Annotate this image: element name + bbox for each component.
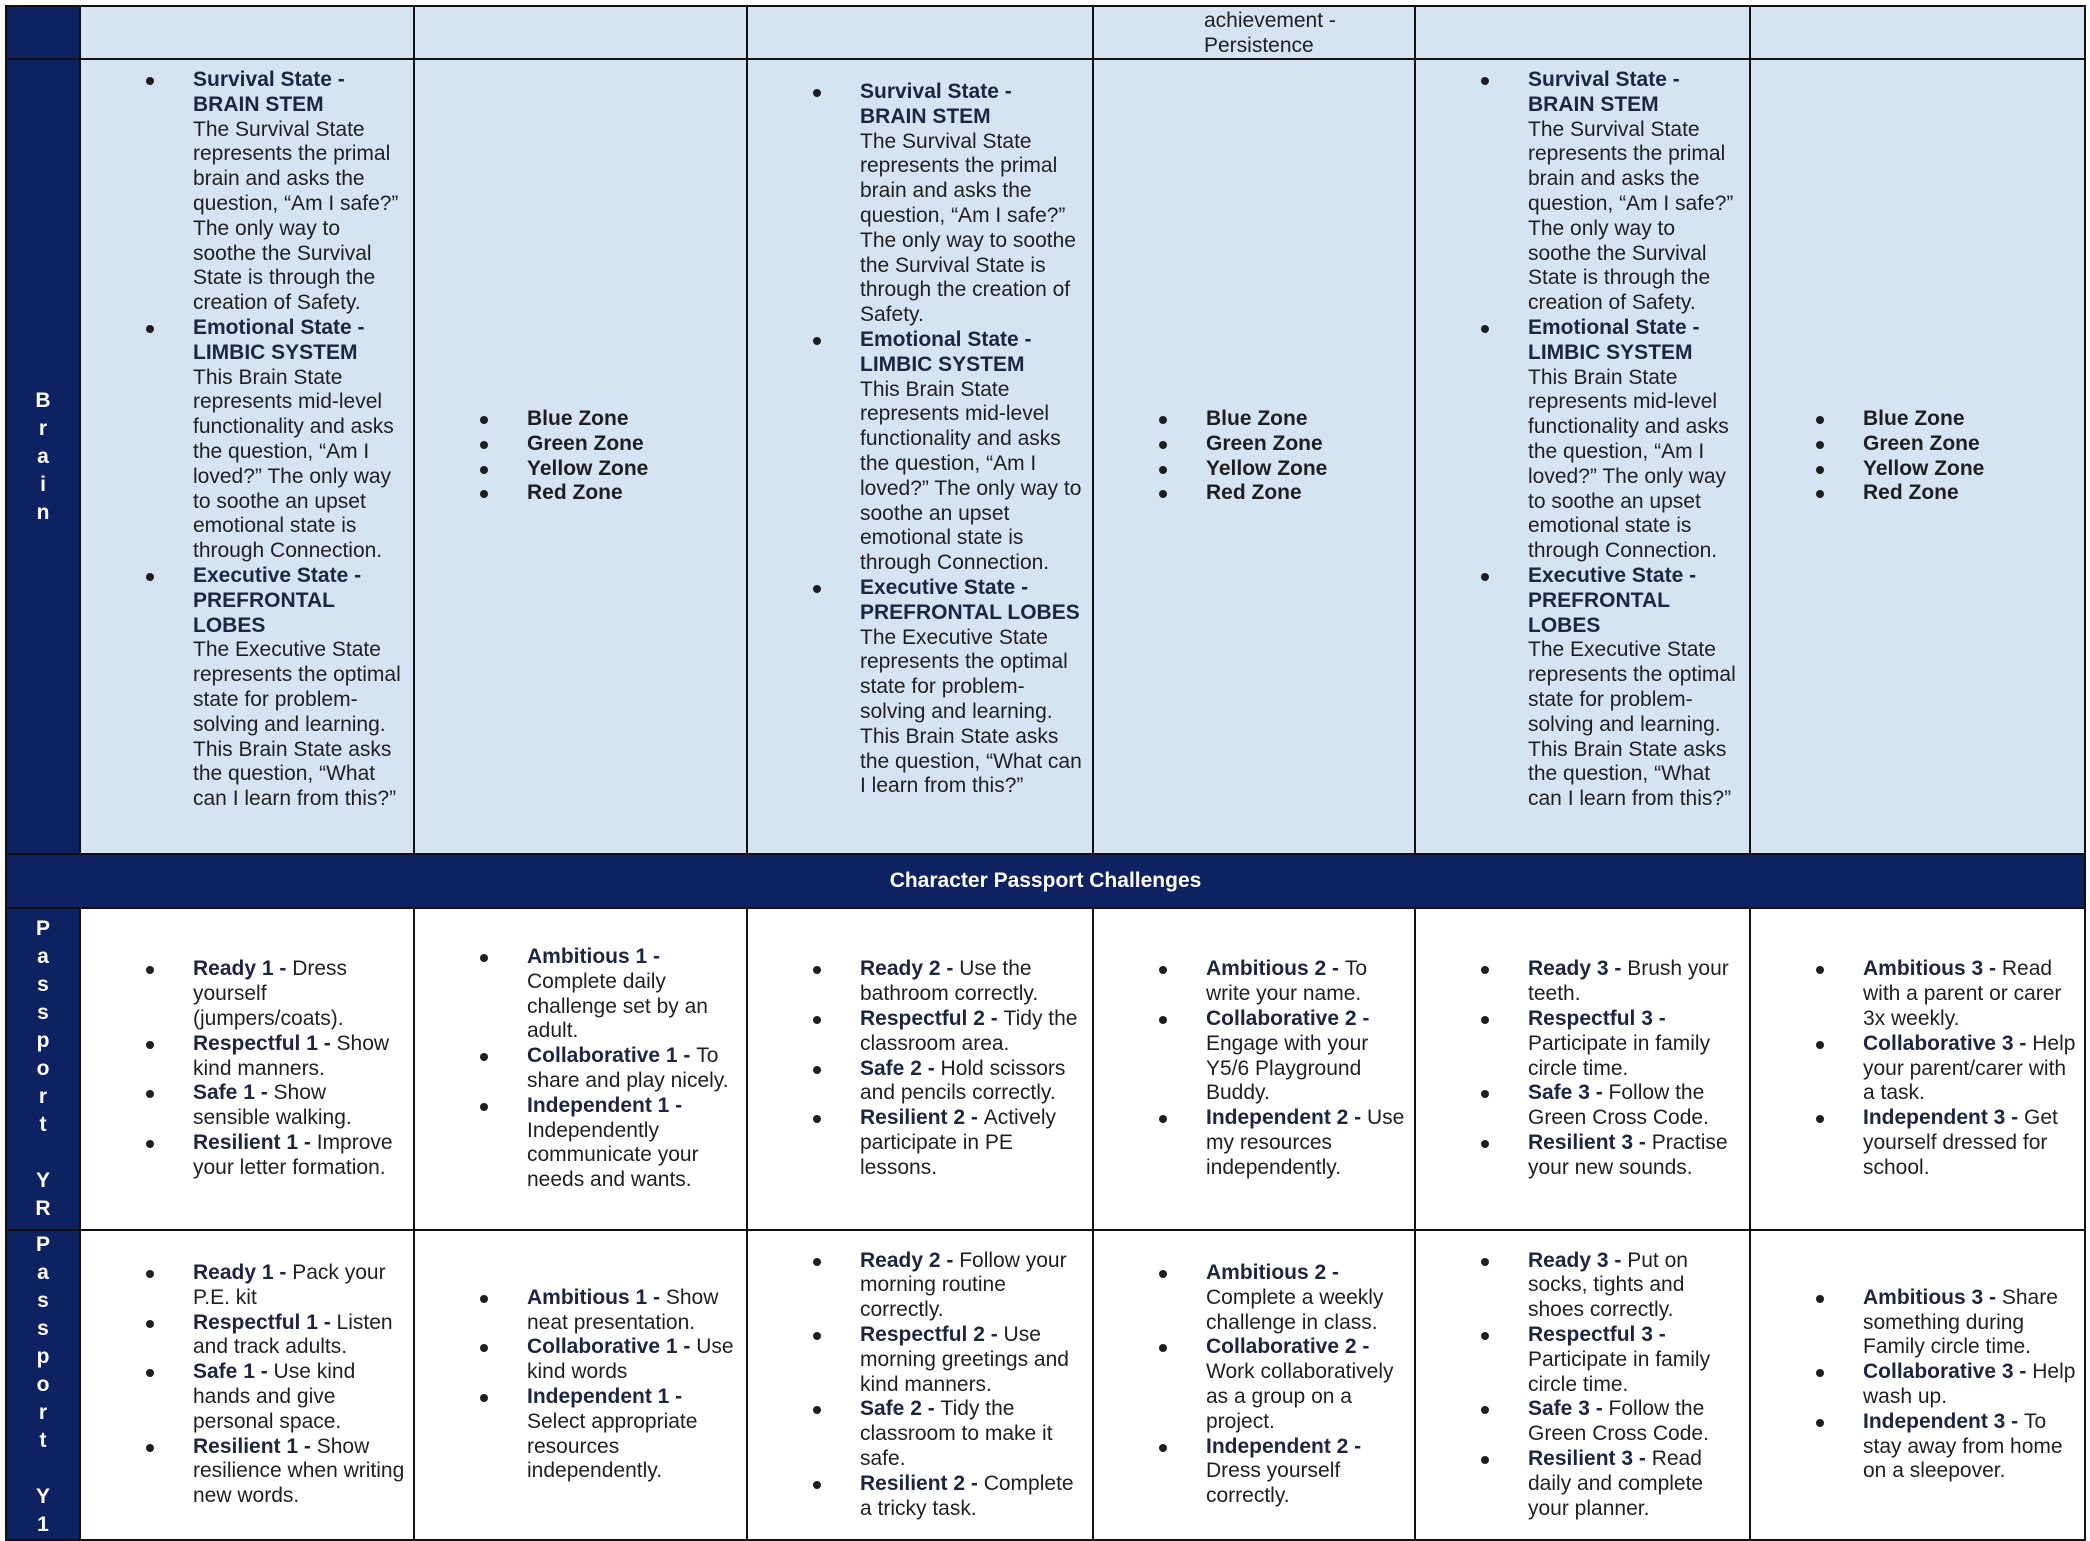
challenge-text: Show sensible walking. — [193, 1081, 352, 1130]
zone-item: Yellow Zone — [527, 457, 740, 482]
challenge-label: Safe 3 - — [1528, 1081, 1609, 1105]
brain-state-item — [860, 80, 1086, 328]
brain-state-title: Executive State - — [860, 575, 1029, 599]
challenge-item — [1206, 1261, 1408, 1335]
challenge-text: Put on socks, tights and shoes correctly. — [1528, 1248, 1688, 1322]
brain-state-subtitle: PREFRONTAL LOBES — [860, 600, 1080, 624]
challenge-text: Show kind manners. — [193, 1031, 390, 1080]
challenge-text: Help your parent/carer with a task. — [1863, 1031, 2076, 1105]
challenge-item — [1528, 1323, 1743, 1397]
top-cell-3 — [747, 6, 1093, 59]
challenge-text: Practise your new sounds. — [1528, 1130, 1728, 1179]
brain-state-title: Executive State - — [193, 563, 362, 587]
challenge-list — [1751, 1286, 2084, 1484]
challenge-label: Resilient 2 - — [860, 1106, 984, 1130]
brain-state-item — [1528, 68, 1743, 316]
challenge-item — [527, 1335, 740, 1385]
challenge-text: Read daily and complete your planner. — [1528, 1446, 1704, 1520]
brain-state-description: This Brain State represents mid-level functionality and asks the question, “Am I loved?” The only way to soothe an upset emotional state is through Connection. — [1528, 365, 1729, 563]
brain-state-item — [1528, 564, 1743, 812]
challenge-label: Collaborative 1 - — [527, 1044, 697, 1068]
challenge-item — [193, 957, 407, 1031]
brain-state-subtitle: LIMBIC SYSTEM — [860, 352, 1025, 376]
challenge-list — [1094, 957, 1414, 1180]
top-row — [6, 6, 2085, 59]
brain-state-description: The Survival State represents the primal brain and asks the question, “Am I safe?” The only way to soothe the Survival State is through the creation of Safety. — [860, 129, 1076, 327]
brain-states-cell-1 — [80, 59, 414, 854]
passport-yr-col5 — [1415, 908, 1750, 1230]
challenge-label: Respectful 3 - — [1528, 1323, 1672, 1346]
challenge-label: Collaborative 2 - — [1206, 1335, 1376, 1359]
zones-list — [1094, 407, 1414, 506]
passport-y1-col2 — [414, 1230, 747, 1540]
challenge-label: Independent 1 - — [527, 1385, 689, 1408]
challenge-item — [527, 1385, 740, 1484]
challenge-list — [415, 1286, 746, 1484]
challenge-text: Read with a parent or carer 3x weekly. — [1863, 957, 2062, 1030]
brain-state-item — [860, 576, 1086, 799]
challenge-item — [527, 945, 740, 1044]
zone-item: Green Zone — [1863, 432, 2078, 457]
brain-states-cell-3 — [1415, 59, 1750, 854]
brain-row — [6, 59, 2085, 854]
brain-row-label: B r a i n — [6, 59, 80, 854]
top-cell-4 — [1093, 6, 1415, 59]
brain-states-cell-2 — [747, 59, 1093, 854]
zone-item: Yellow Zone — [1206, 457, 1408, 482]
challenge-text: Select appropriate resources independently. — [527, 1409, 698, 1483]
challenge-text: Use the bathroom correctly. — [860, 957, 1039, 1006]
challenge-label: Ambitious 3 - — [1863, 1285, 2002, 1309]
challenge-label: Independent 3 - — [1863, 1409, 2025, 1433]
challenge-item — [1528, 1007, 1743, 1081]
zone-item: Blue Zone — [1206, 407, 1408, 432]
challenge-text: Engage with your Y5/6 Playground Buddy. — [1206, 1031, 1369, 1105]
brain-state-title: Emotional State - — [860, 327, 1032, 351]
top-cell-5 — [1415, 6, 1750, 59]
brain-states-list — [1416, 68, 1749, 812]
brain-zones-cell-1 — [414, 59, 747, 854]
challenge-text: Improve your letter formation. — [193, 1130, 393, 1179]
zone-item: Green Zone — [527, 432, 740, 457]
challenge-text: Use my resources independently. — [1206, 1106, 1405, 1179]
challenge-text: Follow the Green Cross Code. — [1528, 1081, 1709, 1130]
challenge-item — [193, 1032, 407, 1082]
brain-zones-cell-2 — [1093, 59, 1415, 854]
challenge-text: Participate in family circle time. — [1528, 1347, 1711, 1396]
brain-states-list — [748, 80, 1092, 799]
challenge-list — [81, 957, 413, 1180]
challenge-item — [193, 1261, 407, 1311]
challenge-label: Ambitious 1 - — [527, 1285, 666, 1309]
brain-state-description: The Executive State represents the optimal state for problem-solving and learning. This Brain State asks the question, “What can I learn from this?” — [860, 625, 1082, 798]
challenge-label: Safe 1 - — [193, 1360, 274, 1384]
challenge-label: Independent 1 - — [527, 1093, 689, 1117]
challenge-text: Show neat presentation. — [527, 1285, 719, 1334]
brain-zones-cell-3 — [1750, 59, 2085, 854]
brain-state-item — [193, 564, 407, 812]
challenge-text: Use morning greetings and kind manners. — [860, 1323, 1069, 1396]
challenge-list — [1416, 957, 1749, 1180]
challenge-text: Dress yourself (jumpers/coats). — [193, 957, 348, 1030]
challenge-item — [1863, 1106, 2078, 1180]
passport-y1-col1 — [80, 1230, 414, 1540]
brain-state-subtitle: PREFRONTAL LOBES — [1528, 588, 1670, 637]
curriculum-table — [5, 5, 2086, 1541]
challenge-label: Ambitious 2 - — [1206, 1261, 1345, 1285]
brain-state-subtitle: BRAIN STEM — [1528, 92, 1659, 116]
challenge-item — [193, 1131, 407, 1181]
challenge-item — [1528, 1131, 1743, 1181]
challenge-text: Hold scissors and pencils correctly. — [860, 1056, 1066, 1105]
challenge-item — [1528, 1249, 1743, 1323]
banner-row — [6, 854, 2085, 908]
zone-item: Blue Zone — [1863, 407, 2078, 432]
challenge-text: Actively participate in PE lessons. — [860, 1106, 1057, 1179]
challenge-text: Use kind hands and give personal space. — [193, 1360, 356, 1433]
challenge-item — [193, 1081, 407, 1131]
challenge-item — [527, 1094, 740, 1193]
passport-yr-row — [6, 908, 2085, 1230]
challenge-item — [860, 1323, 1086, 1397]
challenge-list — [748, 957, 1092, 1180]
challenge-label: Resilient 3 - — [1528, 1446, 1652, 1470]
brain-state-subtitle: PREFRONTAL LOBES — [193, 588, 335, 637]
challenge-list — [1751, 957, 2084, 1180]
challenge-item — [193, 1360, 407, 1434]
challenge-label: Independent 2 - — [1206, 1106, 1368, 1130]
challenge-item — [1206, 1435, 1408, 1509]
brain-state-description: The Executive State represents the optimal state for problem-solving and learning. This Brain State asks the question, “What can I learn from this?” — [193, 638, 401, 811]
challenge-label: Collaborative 2 - — [1206, 1007, 1376, 1030]
challenge-text: Dress yourself correctly. — [1206, 1459, 1341, 1508]
challenge-item — [860, 1106, 1086, 1180]
passport-yr-col6 — [1750, 908, 2085, 1230]
brain-state-title: Emotional State - — [1528, 315, 1700, 339]
passport-yr-col4 — [1093, 908, 1415, 1230]
challenge-label: Safe 2 - — [860, 1056, 941, 1080]
challenge-label: Safe 3 - — [1528, 1397, 1609, 1421]
zones-list — [415, 407, 746, 506]
challenge-label: Ready 3 - — [1528, 1248, 1628, 1272]
brain-state-title: Emotional State - — [193, 315, 365, 339]
passport-yr-col1 — [80, 908, 414, 1230]
top-cell-text-2: Persistence — [1204, 33, 1314, 57]
challenge-text: Share something during Family circle time. — [1863, 1285, 2058, 1359]
brain-state-subtitle: LIMBIC SYSTEM — [1528, 340, 1693, 364]
challenge-item — [1528, 1081, 1743, 1131]
brain-state-item — [193, 316, 407, 564]
challenge-text: Work collaboratively as a group on a project. — [1206, 1360, 1394, 1433]
brain-state-description: The Survival State represents the primal brain and asks the question, “Am I safe?” The only way to soothe the Survival State is through the creation of Safety. — [1528, 117, 1734, 315]
challenge-item — [860, 1249, 1086, 1323]
challenge-item — [1863, 957, 2078, 1031]
challenge-label: Ambitious 3 - — [1863, 957, 2002, 981]
challenge-item — [527, 1286, 740, 1336]
banner-title: Character Passport Challenges — [6, 854, 2085, 908]
top-row-side — [6, 6, 80, 59]
brain-state-description: The Executive State represents the optimal state for problem-solving and learning. This Brain State asks the question, “What can I learn from this?” — [1528, 638, 1736, 811]
challenge-label: Collaborative 3 - — [1863, 1360, 2033, 1384]
challenge-label: Ready 1 - — [193, 1261, 293, 1285]
challenge-text: Participate in family circle time. — [1528, 1031, 1711, 1080]
top-cell-text-1: achievement - — [1204, 8, 1336, 32]
top-cell-6 — [1750, 6, 2085, 59]
challenge-label: Ready 2 - — [860, 957, 960, 981]
challenge-item — [1863, 1286, 2078, 1360]
challenge-item — [527, 1044, 740, 1094]
passport-yr-col3 — [747, 908, 1093, 1230]
challenge-list — [81, 1261, 413, 1509]
brain-state-title: Survival State - — [1528, 68, 1680, 91]
challenge-label: Independent 2 - — [1206, 1434, 1368, 1458]
brain-state-title: Survival State - — [860, 80, 1012, 103]
zones-list — [1751, 407, 2084, 506]
challenge-label: Safe 2 - — [860, 1397, 941, 1421]
challenge-text: To write your name. — [1206, 957, 1368, 1006]
challenge-label: Collaborative 1 - — [527, 1335, 697, 1359]
zone-item: Yellow Zone — [1863, 457, 2078, 482]
challenge-label: Respectful 1 - — [193, 1310, 337, 1334]
brain-state-title: Executive State - — [1528, 563, 1697, 587]
challenge-label: Respectful 2 - — [860, 1323, 1004, 1346]
challenge-text: Complete a tricky task. — [860, 1471, 1074, 1520]
challenge-label: Respectful 3 - — [1528, 1007, 1672, 1030]
challenge-text: To share and play nicely. — [527, 1044, 729, 1092]
challenge-item — [1206, 957, 1408, 1007]
challenge-item — [1206, 1106, 1408, 1180]
challenge-list — [1094, 1261, 1414, 1509]
challenge-text: Complete daily challenge set by an adult. — [527, 969, 708, 1043]
challenge-label: Ready 1 - — [193, 957, 293, 981]
challenge-item — [1863, 1410, 2078, 1484]
challenge-text: Help wash up. — [1863, 1360, 2076, 1408]
challenge-item — [1206, 1335, 1408, 1434]
brain-state-item — [860, 328, 1086, 576]
zone-item: Red Zone — [527, 481, 740, 506]
brain-state-title: Survival State - — [193, 68, 345, 91]
challenge-text: Independently communicate your needs and wants. — [527, 1118, 699, 1192]
challenge-item — [1206, 1007, 1408, 1106]
challenge-text: Show resilience when writing new words. — [193, 1434, 405, 1508]
brain-state-item — [193, 68, 407, 316]
challenge-label: Independent 3 - — [1863, 1106, 2025, 1130]
challenge-text: Brush your teeth. — [1528, 957, 1729, 1006]
brain-state-item — [1528, 316, 1743, 564]
challenge-text: Listen and track adults. — [193, 1310, 393, 1359]
brain-state-description: This Brain State represents mid-level functionality and asks the question, “Am I loved?” The only way to soothe an upset emotional state is through Connection. — [860, 377, 1082, 575]
challenge-list — [1416, 1249, 1749, 1522]
challenge-list — [415, 945, 746, 1193]
challenge-item — [860, 1007, 1086, 1057]
passport-yr-col2 — [414, 908, 747, 1230]
top-cell-2 — [414, 6, 747, 59]
brain-state-description: The Survival State represents the primal brain and asks the question, “Am I safe?” The only way to soothe the Survival State is through the creation of Safety. — [193, 117, 399, 315]
zone-item: Red Zone — [1206, 481, 1408, 506]
challenge-text: To stay away from home on a sleepover. — [1863, 1409, 2063, 1483]
challenge-item — [1528, 1397, 1743, 1447]
challenge-item — [1528, 1447, 1743, 1521]
challenge-text: Use kind words — [527, 1335, 734, 1384]
challenge-label: Ambitious 2 - — [1206, 957, 1345, 981]
brain-state-subtitle: BRAIN STEM — [860, 104, 991, 128]
passport-y1-col3 — [747, 1230, 1093, 1540]
passport-y1-row — [6, 1230, 2085, 1540]
passport-yr-label: P a s s p o r t Y R — [6, 908, 80, 1230]
brain-state-description: This Brain State represents mid-level functionality and asks the question, “Am I loved?” The only way to soothe an upset emotional state is through Connection. — [193, 365, 394, 563]
zone-item: Green Zone — [1206, 432, 1408, 457]
challenge-text: Pack your P.E. kit — [193, 1261, 386, 1309]
challenge-item — [1528, 957, 1743, 1007]
challenge-label: Resilient 1 - — [193, 1434, 317, 1458]
challenge-label: Ambitious 1 - — [527, 945, 666, 969]
challenge-label: Ready 3 - — [1528, 957, 1628, 981]
top-cell-1 — [80, 6, 414, 59]
challenge-label: Safe 1 - — [193, 1081, 274, 1105]
challenge-label: Collaborative 3 - — [1863, 1031, 2033, 1055]
challenge-item — [860, 1472, 1086, 1522]
challenge-label: Resilient 2 - — [860, 1471, 984, 1495]
challenge-text: Complete a weekly challenge in class. — [1206, 1285, 1384, 1334]
brain-state-subtitle: BRAIN STEM — [193, 92, 324, 116]
challenge-text: Follow your morning routine correctly. — [860, 1248, 1067, 1322]
challenge-label: Resilient 3 - — [1528, 1130, 1652, 1154]
challenge-item — [860, 1397, 1086, 1471]
challenge-text: Tidy the classroom area. — [860, 1007, 1078, 1055]
challenge-item — [860, 957, 1086, 1007]
challenge-label: Resilient 1 - — [193, 1130, 317, 1154]
challenge-text: Get yourself dressed for school. — [1863, 1106, 2058, 1179]
challenge-item — [860, 1057, 1086, 1107]
passport-y1-label: P a s s p o r t Y 1 — [6, 1230, 80, 1540]
passport-y1-col6 — [1750, 1230, 2085, 1540]
challenge-text: Follow the Green Cross Code. — [1528, 1397, 1709, 1446]
passport-y1-col5 — [1415, 1230, 1750, 1540]
challenge-label: Respectful 2 - — [860, 1007, 1004, 1030]
zone-item: Red Zone — [1863, 481, 2078, 506]
challenge-list — [748, 1249, 1092, 1522]
challenge-item — [1863, 1032, 2078, 1106]
brain-state-subtitle: LIMBIC SYSTEM — [193, 340, 358, 364]
challenge-item — [193, 1435, 407, 1509]
challenge-item — [193, 1311, 407, 1361]
passport-y1-col4 — [1093, 1230, 1415, 1540]
zone-item: Blue Zone — [527, 407, 740, 432]
challenge-item — [1863, 1360, 2078, 1410]
challenge-text: Tidy the classroom to make it safe. — [860, 1397, 1053, 1470]
challenge-label: Respectful 1 - — [193, 1031, 337, 1055]
challenge-label: Ready 2 - — [860, 1248, 960, 1272]
brain-states-list — [81, 68, 413, 812]
